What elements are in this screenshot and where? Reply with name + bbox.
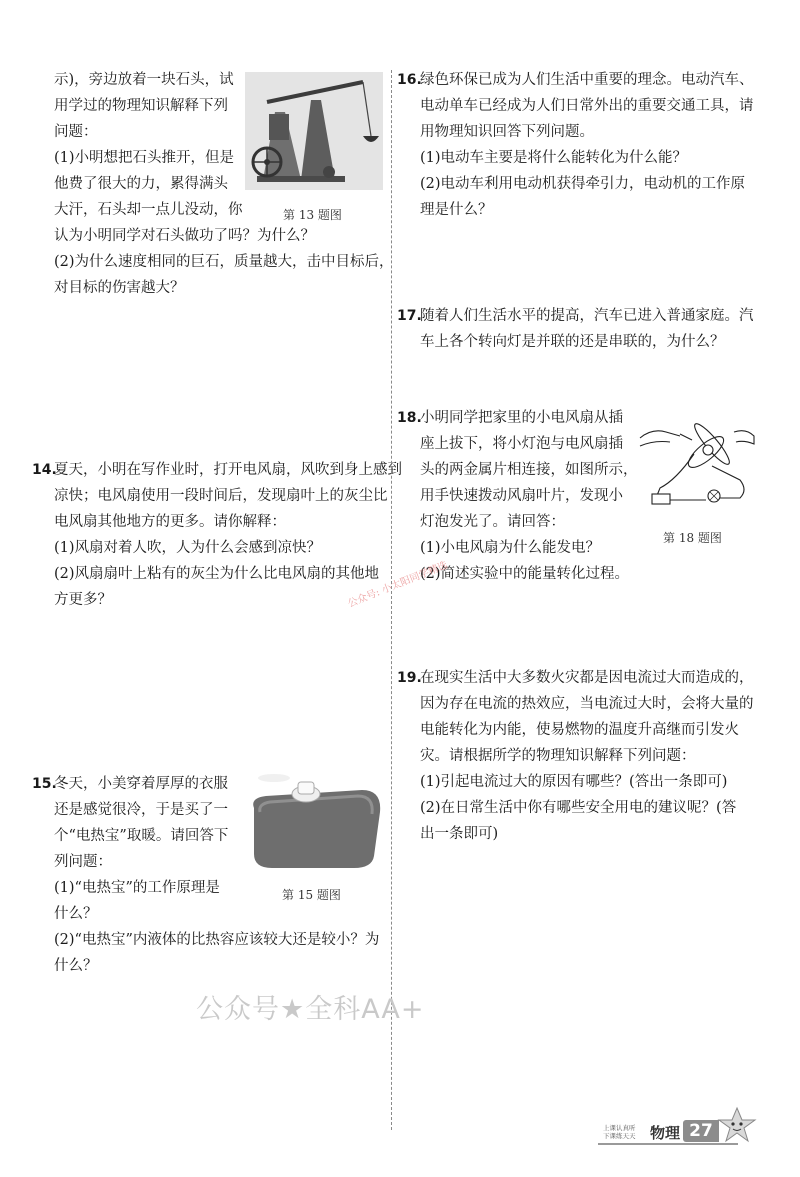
- q18-text-line: 头的两金属片相连接，如图所示，: [420, 462, 638, 478]
- q14-subquestion-2: (2)风扇扇叶上粘有的灰尘为什么比电风扇的其他地: [54, 566, 380, 582]
- q16-subquestion-2: (2)电动车利用电动机获得牵引力，电动机的工作原: [420, 176, 746, 192]
- q18-text-line: 座上拔下，将小灯泡与电风扇插: [420, 436, 623, 452]
- q19-text-line: 灾。请根据所学的物理知识解释下列问题：: [420, 748, 696, 764]
- q16-subquestion-1: (1)电动车主要是将什么能转化为什么能？: [420, 150, 688, 166]
- q15-text-line: 什么？: [54, 958, 98, 974]
- q18-text-line: 灯泡发光了。请回答：: [420, 514, 565, 530]
- q14-text-line: 夏天，小明在写作业时，打开电风扇，风吹到身上感到: [54, 462, 402, 478]
- q15-subquestion-1: (1)“电热宝”的工作原理是: [54, 880, 220, 896]
- footer-subject: 物理: [650, 1124, 681, 1142]
- q19-subquestion-2: (2)在日常生活中你有哪些安全用电的建议呢？(答: [420, 800, 737, 816]
- q18-subquestion-1: (1)小电风扇为什么能发电？: [420, 540, 601, 556]
- footer-tagline-line-1: 上课认真听: [603, 1124, 636, 1132]
- q15-text-line: 什么？: [54, 906, 98, 922]
- q17-number: 17.: [397, 308, 422, 324]
- q15-subquestion-2: (2)“电热宝”内液体的比热容应该较大还是较小？为: [54, 932, 380, 948]
- q13-text-line: 用学过的物理知识解释下列: [54, 98, 228, 114]
- q16-text-line: 电动单车已经成为人们日常外出的重要交通工具，请: [420, 98, 754, 114]
- q13-text-line: 他费了很大的力，累得满头: [54, 176, 228, 192]
- watermark-large: 公众号★全科AA+: [196, 994, 425, 1025]
- q14-number: 14.: [32, 462, 57, 478]
- q18-text-line: 用手快速拨动风扇叶片，发现小: [420, 488, 623, 504]
- q13-text-line: 对目标的伤害越大？: [54, 280, 185, 296]
- q15-text-line: 列问题：: [54, 854, 112, 870]
- q19-text-line: 出一条即可): [420, 826, 499, 842]
- q13-subquestion-1: (1)小明想把石头推开，但是: [54, 150, 235, 166]
- q13-text-line: 示)，旁边放着一块石头，试: [54, 72, 234, 88]
- q19-text-line: 因为存在电流的热效应，当电流过大时，会将大量的: [420, 696, 754, 712]
- q17-text-line: 车上各个转向灯是并联的还是串联的，为什么？: [420, 334, 725, 350]
- q18-figure-caption: 第 18 题图: [663, 531, 722, 545]
- q19-subquestion-1: (1)引起电流过大的原因有哪些？(答出一条即可): [420, 774, 728, 790]
- q18-number: 18.: [397, 410, 422, 426]
- q13-subquestion-2: (2)为什么速度相同的巨石，质量越大，击中目标后，: [54, 254, 394, 270]
- q14-subquestion-1: (1)风扇对着人吹，人为什么会感到凉快？: [54, 540, 322, 556]
- q14-text-line: 电风扇其他地方的更多。请你解释：: [54, 514, 286, 530]
- q15-text-line: 还是感觉很冷，于是买了一: [54, 802, 228, 818]
- q16-text-line: 理是什么？: [420, 202, 493, 218]
- q19-text-line: 电能转化为内能，使易燃物的温度升高继而引发火: [420, 722, 739, 738]
- q13-figure-caption: 第 13 题图: [283, 208, 342, 222]
- footer-tagline: [603, 1124, 636, 1140]
- q15-text-line: 个“电热宝”取暖。请回答下: [54, 828, 229, 844]
- q14-text-line: 方更多？: [54, 592, 112, 608]
- q15-number: 15.: [32, 776, 57, 792]
- watermark-small: 公众号: 小太阳同学精选: [346, 559, 450, 610]
- q18-text-line: 小明同学把家里的小电风扇从插: [420, 410, 623, 426]
- q16-text-line: 用物理知识回答下列问题。: [420, 124, 594, 140]
- q19-number: 19.: [397, 670, 422, 686]
- q13-text-line: 大汗，石头却一点儿没动，你: [54, 202, 243, 218]
- q13-text-line: 认为小明同学对石头做功了吗？为什么？: [54, 228, 315, 244]
- q16-text-line: 绿色环保已成为人们生活中重要的理念。电动汽车、: [420, 72, 754, 88]
- fan-circuit-image: [636, 410, 756, 518]
- q15-figure-caption: 第 15 题图: [282, 888, 341, 902]
- q15-text-line: 冬天，小美穿着厚厚的衣服: [54, 776, 228, 792]
- q13-text-line: 问题：: [54, 124, 98, 140]
- q19-text-line: 在现实生活中大多数火灾都是因电流过大而造成的，: [420, 670, 754, 686]
- q14-text-line: 凉快；电风扇使用一段时间后，发现扇叶上的灰尘比: [54, 488, 388, 504]
- trebuchet-image: [245, 72, 383, 190]
- q17-text-line: 随着人们生活水平的提高，汽车已进入普通家庭。汽: [420, 308, 754, 324]
- q18-subquestion-2: (2)简述实验中的能量转化过程。: [420, 566, 630, 582]
- page-number: 27: [683, 1120, 719, 1142]
- hot-water-bag-image: [244, 772, 384, 872]
- q16-number: 16.: [397, 72, 422, 88]
- mascot-icon: [717, 1106, 757, 1146]
- column-divider: [391, 70, 392, 1130]
- footer-tagline-line-2: 下课练天天: [603, 1132, 636, 1140]
